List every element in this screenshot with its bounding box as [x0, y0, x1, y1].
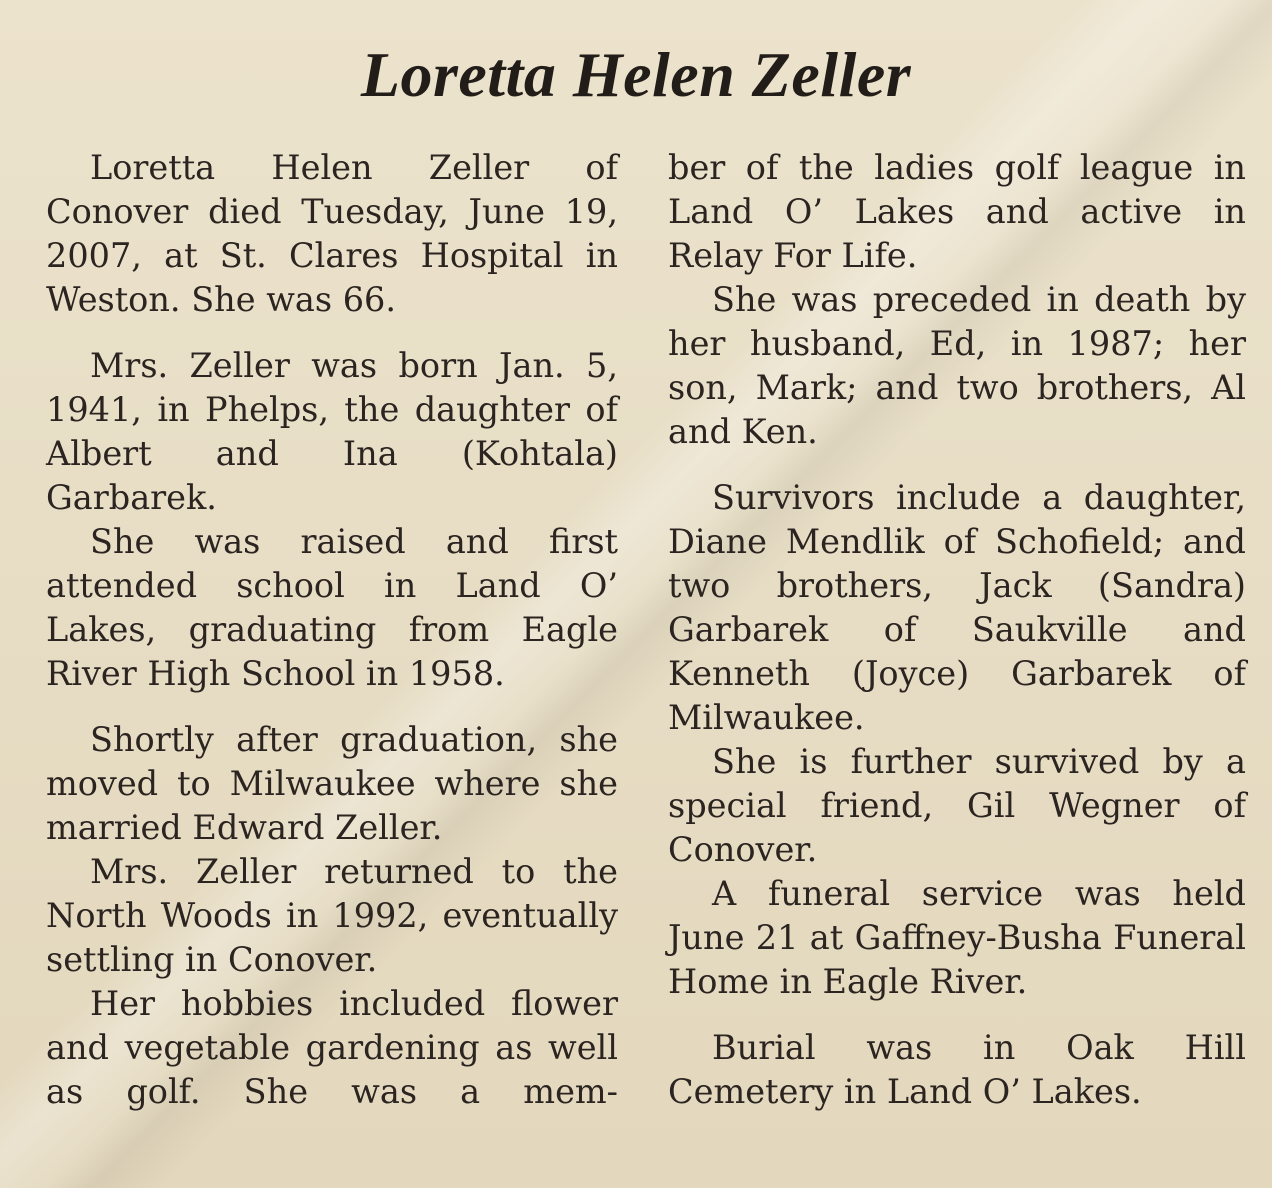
- paragraph-funeral-service: A funeral service was held June 21 at Gaffney-Busha Funeral Home in Eagle River.: [668, 874, 1246, 1001]
- paragraph-hobbies-continued: ber of the ladies golf league in Land O’ Lakes and active in Relay For Life.: [668, 148, 1246, 275]
- left-column: [46, 146, 618, 1114]
- right-column: [668, 146, 1246, 1114]
- paragraph-burial: Burial was in Oak Hill Cemetery in Land O’ Lakes.: [668, 1028, 1246, 1111]
- paragraph-survivors: Survivors include a daughter, Diane Mendlik of Schofield; and two brothers, Jack (Sandra) Garbarek of Saukville and Kenneth (Joyce) Garbarek of Milwaukee.: [668, 478, 1246, 737]
- obituary-headline: Loretta Helen Zeller: [360, 39, 912, 110]
- paragraph-special-friend: She is further survived by a special friend, Gil Wegner of Conover.: [668, 742, 1246, 869]
- paragraph-education: She was raised and first attended school in Land O’ Lakes, graduating from Eagle River High School in 1958.: [46, 522, 618, 693]
- paragraph-death-notice: Loretta Helen Zeller of Conover died Tuesday, June 19, 2007, at St. Clares Hospital in Weston. She was 66.: [46, 148, 618, 319]
- paragraph-birth: Mrs. Zeller was born Jan. 5, 1941, in Phelps, the daughter of Albert and Ina (Kohtala) Garbarek.: [46, 346, 618, 517]
- paragraph-return: Mrs. Zeller returned to the North Woods in 1992, eventually settling in Conover.: [46, 852, 618, 979]
- paragraph-hobbies: Her hobbies included flower and vegetable gardening as well as golf. She was a mem-: [46, 984, 618, 1111]
- paragraph-preceded: She was preceded in death by her husband, Ed, in 1987; her son, Mark; and two brothers, Al and Ken.: [668, 280, 1246, 451]
- paragraph-marriage: Shortly after graduation, she moved to Milwaukee where she married Edward Zeller.: [46, 720, 618, 847]
